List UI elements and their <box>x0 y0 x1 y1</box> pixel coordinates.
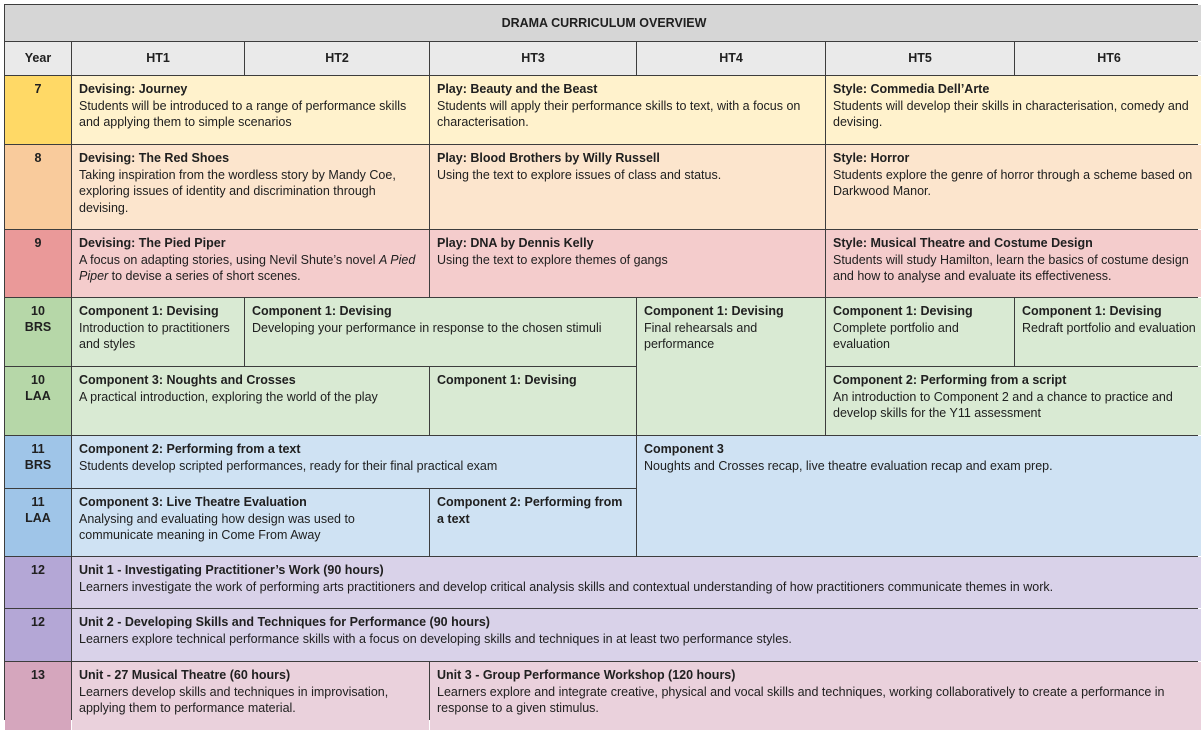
y8-ht3-ht4-cell <box>430 145 825 229</box>
year-12-label <box>5 609 71 661</box>
y7-ht1-ht2-cell <box>72 76 429 144</box>
y10brs-ht6-cell <box>1015 298 1201 366</box>
unit-description: Students will develop their skills in characterisation, comedy and devising. <box>833 98 1189 129</box>
unit-description: Students will apply their performance skills to text, with a focus on characterisation. <box>437 98 801 129</box>
y10brs-ht2-ht3-cell <box>245 298 636 366</box>
y7-ht5-ht6-cell <box>826 76 1201 144</box>
y11laa-ht1-ht2-cell <box>72 489 429 556</box>
unit-title: Component 1: Devising <box>437 373 577 387</box>
y10brs-ht1-cell <box>72 298 244 366</box>
unit-title: Unit 2 - Developing Skills and Techniques for Performance (90 hours) <box>79 615 490 629</box>
unit-description: Learners develop skills and techniques in improvisation, applying them to performance material. <box>79 684 389 715</box>
unit-description: Introduction to practitioners and styles <box>79 320 230 351</box>
unit-title: Play: DNA by Dennis Kelly <box>437 236 594 250</box>
unit-title: Style: Commedia Dell’Arte <box>833 82 990 96</box>
y8-ht1-ht2-cell <box>72 145 429 229</box>
y10-ht4-cell <box>637 298 825 435</box>
year-11-laa-label <box>5 489 71 556</box>
unit-description: Learners investigate the work of performing arts practitioners and develop critical analysis skills and contextual understanding of how practitioners communicate themes in work. <box>79 579 1054 594</box>
year-number: 7 <box>34 82 42 96</box>
y12-unit2-cell <box>72 609 1201 661</box>
unit-title: Unit 3 - Group Performance Workshop (120 hours) <box>437 668 736 682</box>
unit-description-part: to devise a series of short scenes. <box>108 269 301 283</box>
unit-description: Complete portfolio and evaluation <box>833 320 959 351</box>
year-10-laa-label <box>5 367 71 435</box>
unit-description: Analysing and evaluating how design was used to communicate meaning in Come From Away <box>79 511 355 542</box>
header-ht5: HT5 <box>826 42 1014 75</box>
unit-description-part: A focus on adapting stories, using Nevil Shute’s novel <box>79 252 379 267</box>
y9-ht5-ht6-cell <box>826 230 1201 297</box>
unit-title: Devising: Journey <box>79 82 188 96</box>
year-number: 11 <box>31 495 45 509</box>
unit-title: Play: Blood Brothers by Willy Russell <box>437 151 660 165</box>
year-number: 12 <box>31 615 45 629</box>
y12-unit1-cell <box>72 557 1201 608</box>
header-year: Year <box>5 42 71 75</box>
y11laa-ht3-cell <box>430 489 636 556</box>
header-ht3: HT3 <box>430 42 636 75</box>
unit-description: Final rehearsals and performance <box>644 320 758 351</box>
unit-description: Using the text to explore themes of gangs <box>437 252 668 267</box>
header-ht1: HT1 <box>72 42 244 75</box>
year-group-code: LAA <box>25 389 51 403</box>
year-9-label <box>5 230 71 297</box>
curriculum-table <box>4 4 1198 720</box>
y7-ht3-ht4-cell <box>430 76 825 144</box>
table-title: DRAMA CURRICULUM OVERVIEW <box>5 5 1201 41</box>
unit-title: Style: Horror <box>833 151 910 165</box>
unit-description: Developing your performance in response to the chosen stimuli <box>252 320 602 335</box>
year-number: 12 <box>31 563 45 577</box>
unit-title: Devising: The Red Shoes <box>79 151 230 165</box>
unit-title: Component 3: Noughts and Crosses <box>79 373 296 387</box>
unit-description: Students will study Hamilton, learn the basics of costume design and how to analyse and evaluate its effectiveness. <box>833 252 1189 283</box>
unit-title: Component 2: Performing from a text <box>437 495 623 526</box>
header-ht2: HT2 <box>245 42 429 75</box>
y11brs-ht1-ht3-cell <box>72 436 636 488</box>
y10brs-ht5-cell <box>826 298 1014 366</box>
year-11-brs-label <box>5 436 71 488</box>
unit-description: Students will be introduced to a range of performance skills and applying them to simple scenarios <box>79 98 407 129</box>
unit-title: Play: Beauty and the Beast <box>437 82 598 96</box>
y10laa-ht5-ht6-cell <box>826 367 1201 435</box>
y8-ht5-ht6-cell <box>826 145 1201 229</box>
unit-description: Using the text to explore issues of class and status. <box>437 167 722 182</box>
unit-title: Component 3: Live Theatre Evaluation <box>79 495 307 509</box>
year-group-code: BRS <box>24 320 52 334</box>
unit-description: Learners explore technical performance skills with a focus on developing skills and techniques in at least two performance styles. <box>79 631 792 646</box>
unit-description: Redraft portfolio and evaluation <box>1022 320 1196 335</box>
year-group-code: BRS <box>24 458 52 472</box>
unit-description: Noughts and Crosses recap, live theatre evaluation recap and exam prep. <box>644 458 1053 473</box>
unit-description: Students explore the genre of horror through a scheme based on Darkwood Manor. <box>833 167 1193 198</box>
year-10-brs-label <box>5 298 71 366</box>
unit-title: Style: Musical Theatre and Costume Design <box>833 236 1093 250</box>
year-number: 13 <box>31 668 45 682</box>
header-ht6: HT6 <box>1015 42 1201 75</box>
header-ht4: HT4 <box>637 42 825 75</box>
y10laa-ht1-ht2-cell <box>72 367 429 435</box>
year-number: 8 <box>34 151 42 165</box>
unit-description: Taking inspiration from the wordless story by Mandy Coe, exploring issues of identity and discrimination through devising. <box>79 167 396 215</box>
year-group-code: LAA <box>25 511 51 525</box>
year-12-label <box>5 557 71 608</box>
unit-description: Students develop scripted performances, ready for their final practical exam <box>79 458 498 473</box>
year-number: 9 <box>34 236 42 250</box>
year-number: 10 <box>31 304 45 318</box>
year-7-label <box>5 76 71 144</box>
unit-title: Unit 1 - Investigating Practitioner’s Work (90 hours) <box>79 563 384 577</box>
year-8-label <box>5 145 71 229</box>
unit-title: Component 1: Devising <box>252 304 392 318</box>
unit-title: Unit - 27 Musical Theatre (60 hours) <box>79 668 291 682</box>
unit-description: An introduction to Component 2 and a chance to practice and develop skills for the Y11 assessment <box>833 389 1173 420</box>
unit-title: Component 3 <box>644 442 724 456</box>
unit-description: A practical introduction, exploring the world of the play <box>79 389 378 404</box>
y9-ht1-ht2-cell <box>72 230 429 297</box>
novel-title: A Pied Piper <box>79 252 416 283</box>
y13-unit3-cell <box>430 662 1201 730</box>
unit-title: Component 2: Performing from a text <box>79 442 301 456</box>
unit-title: Component 1: Devising <box>79 304 219 318</box>
y13-unit27-cell <box>72 662 429 730</box>
y9-ht3-ht4-cell <box>430 230 825 297</box>
year-13-label <box>5 662 71 730</box>
unit-title: Component 1: Devising <box>644 304 784 318</box>
year-number: 10 <box>31 373 45 387</box>
unit-description: Learners explore and integrate creative, physical and vocal skills and techniques, working collaboratively to create a performance in response to a given stimulus. <box>437 684 1165 715</box>
unit-title: Component 1: Devising <box>833 304 973 318</box>
unit-title: Component 2: Performing from a script <box>833 373 1067 387</box>
unit-title: Devising: The Pied Piper <box>79 236 226 250</box>
year-number: 11 <box>31 442 45 456</box>
y11-ht4-ht6-cell <box>637 436 1201 556</box>
unit-title: Component 1: Devising <box>1022 304 1162 318</box>
y10laa-ht3-cell <box>430 367 636 435</box>
